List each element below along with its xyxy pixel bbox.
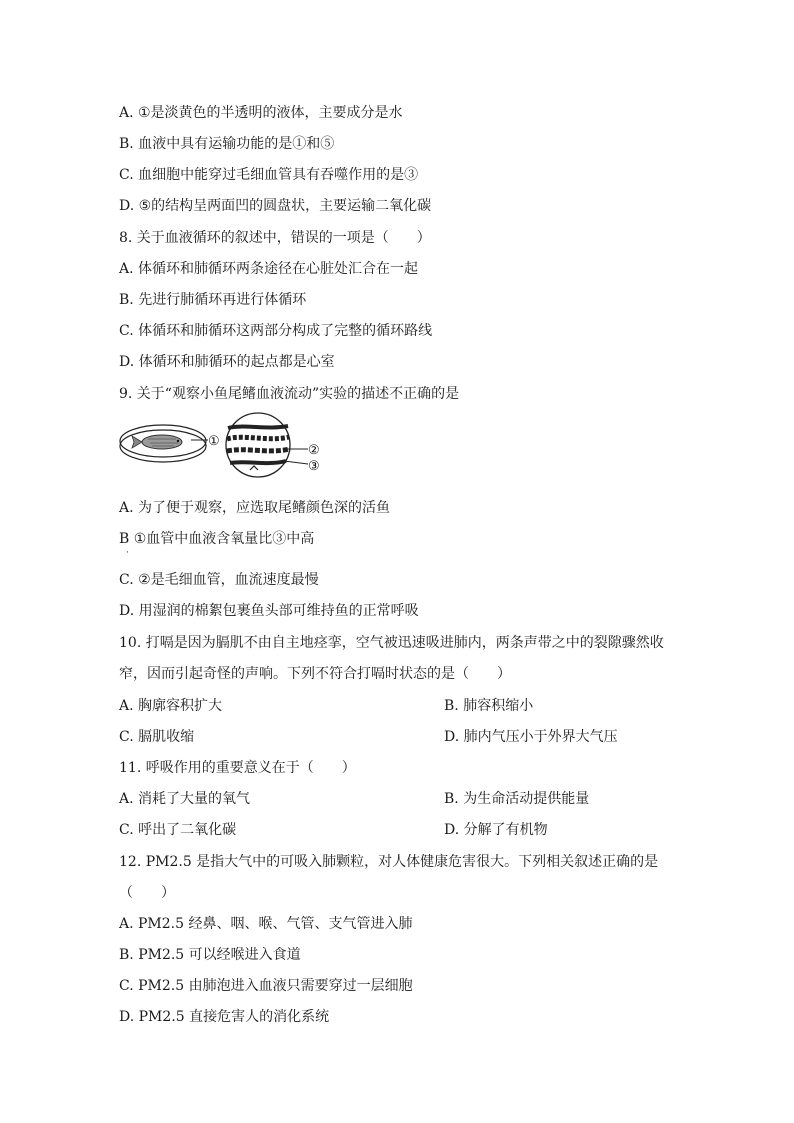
q9-option-c: C. ②是毛细血管，血流速度最慢 [119,572,319,588]
figure-label-2: ② [308,443,320,458]
q12-stem-line1: 12. PM2.5 是指大气中的可吸入肺颗粒，对人体健康危害很大。下列相关叙述正确的是 [119,854,659,870]
q9-option-b: B ①血管中血液含氧量比③中高 [119,531,315,547]
q12-stem-line2: （ ） [119,885,175,901]
q10-option-b: B. 肺容积缩小 [444,698,534,714]
q10-option-d: D. 肺内气压小于外界大气压 [444,729,618,745]
q7-option-b: B. 血液中具有运输功能的是①和⑤ [119,136,335,152]
q7-option-c: C. 血细胞中能穿过毛细血管具有吞噬作用的是③ [119,167,419,183]
q8-option-b: B. 先进行肺循环再进行体循环 [119,292,307,308]
q11-stem: 11. 呼吸作用的重要意义在于（ ） [119,760,356,776]
q11-option-a: A. 消耗了大量的氧气 [119,791,251,807]
q9-option-a: A. 为了便于观察，应选取尾鳍颜色深的活鱼 [119,500,391,516]
fish-icon [132,435,182,449]
stray-dot: · [126,548,129,558]
q8-option-a: A. 体循环和肺循环两条途径在心脏处汇合在一起 [119,261,419,277]
q7-option-d: D. ⑤的结构呈两面凹的圆盘状，主要运输二氧化碳 [119,198,432,214]
q10-stem-line2: 窄，因而引起奇怪的声响。下列不符合打嗝时状态的是（ ） [119,666,511,682]
q11-option-c: C. 呼出了二氧化碳 [119,822,237,838]
q11-option-d: D. 分解了有机物 [444,822,548,838]
figure-label-3: ③ [308,459,320,474]
q10-stem-line1: 10. 打嗝是因为膈肌不由自主地痉挛，空气被迅速吸进肺内，两条声带之中的裂隙骤然收 [119,635,664,651]
q8-stem: 8. 关于血液循环的叙述中，错误的一项是（ ） [119,230,431,246]
label-3-leader [284,461,308,464]
q8-option-c: C. 体循环和肺循环这两部分构成了完整的循环路线 [119,323,433,339]
q12-option-d: D. PM2.5 直接危害人的消化系统 [119,1009,330,1025]
q12-option-c: C. PM2.5 由肺泡进入血液只需要穿过一层细胞 [119,978,413,994]
q9-option-d: D. 用湿润的棉絮包裹鱼头部可维持鱼的正常呼吸 [119,603,419,619]
magnified-view [226,413,290,477]
fish-tail-blood-flow-figure [118,412,332,478]
q11-option-b: B. 为生命活动提供能量 [444,791,590,807]
q10-option-a: A. 胸廓容积扩大 [119,698,223,714]
q8-option-d: D. 体循环和肺循环的起点都是心室 [119,354,335,370]
q12-option-b: B. PM2.5 可以经喉进入食道 [119,947,301,963]
figure-label-1: ① [208,434,220,449]
q7-option-a: A. ①是淡黄色的半透明的液体，主要成分是水 [119,105,403,121]
q10-option-c: C. 膈肌收缩 [119,729,195,745]
q9-stem: 9. 关于“观察小鱼尾鳍血液流动”实验的描述不正确的是 [119,386,460,402]
q12-option-a: A. PM2.5 经鼻、咽、喉、气管、支气管进入肺 [119,916,413,932]
